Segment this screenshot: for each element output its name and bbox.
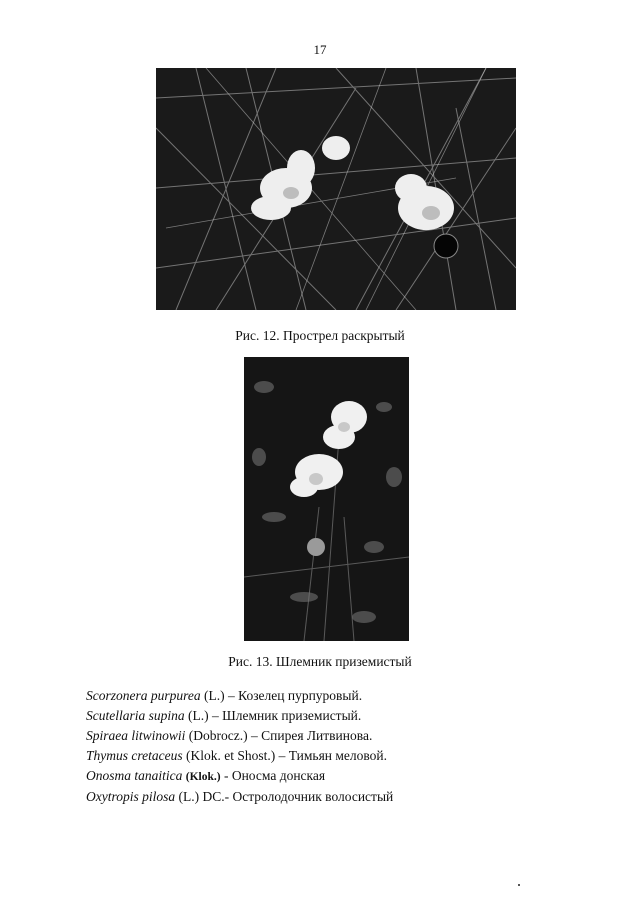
- dash: –: [228, 688, 235, 703]
- figure-caption: Рис. 12. Прострел раскрытый: [235, 328, 405, 343]
- latin-name: Onosma tanaitica: [86, 768, 183, 783]
- figure-caption: Рис. 13. Шлемник приземистый: [228, 654, 412, 669]
- author-citation: (Klok. et Shost.): [185, 748, 276, 763]
- latin-name: Spiraea litwinowii: [86, 728, 186, 743]
- species-entry: [86, 766, 393, 787]
- species-entry: [86, 726, 393, 746]
- russian-name: Оносма донская: [231, 768, 326, 783]
- latin-name: Scorzonera purpurea: [86, 688, 201, 703]
- dash: –: [278, 748, 286, 763]
- latin-name: Scutellaria supina: [86, 708, 185, 723]
- latin-name: Thymus cretaceus: [86, 748, 183, 763]
- scan-speck: [518, 884, 520, 886]
- author-citation: (Dobrocz.): [188, 728, 248, 743]
- dash: -: [223, 768, 229, 783]
- figure-photo-pasque-flower: [156, 68, 516, 310]
- dash: –: [251, 728, 258, 743]
- author-citation: (L.): [188, 708, 209, 723]
- species-entry: [86, 787, 393, 807]
- dash: –: [212, 708, 219, 723]
- figure-photo-skullcap: [244, 357, 409, 641]
- author-citation: (L.) DC.-: [178, 789, 230, 804]
- russian-name: Тимьян меловой.: [288, 748, 388, 763]
- species-list: [86, 686, 393, 807]
- author-citation: (Klok.): [185, 771, 221, 783]
- russian-name: Спирея Литвинова.: [261, 728, 373, 743]
- species-entry: [86, 706, 393, 726]
- russian-name: Козелец пурпуровый.: [238, 688, 363, 703]
- russian-name: Остролодочник волосистый: [232, 789, 394, 804]
- author-citation: (L.): [204, 688, 225, 703]
- species-entry: [86, 746, 393, 766]
- species-entry: [86, 686, 393, 706]
- russian-name: Шлемник приземистый.: [222, 708, 362, 723]
- latin-name: Oxytropis pilosa: [86, 789, 176, 804]
- page-number: 17: [313, 42, 327, 57]
